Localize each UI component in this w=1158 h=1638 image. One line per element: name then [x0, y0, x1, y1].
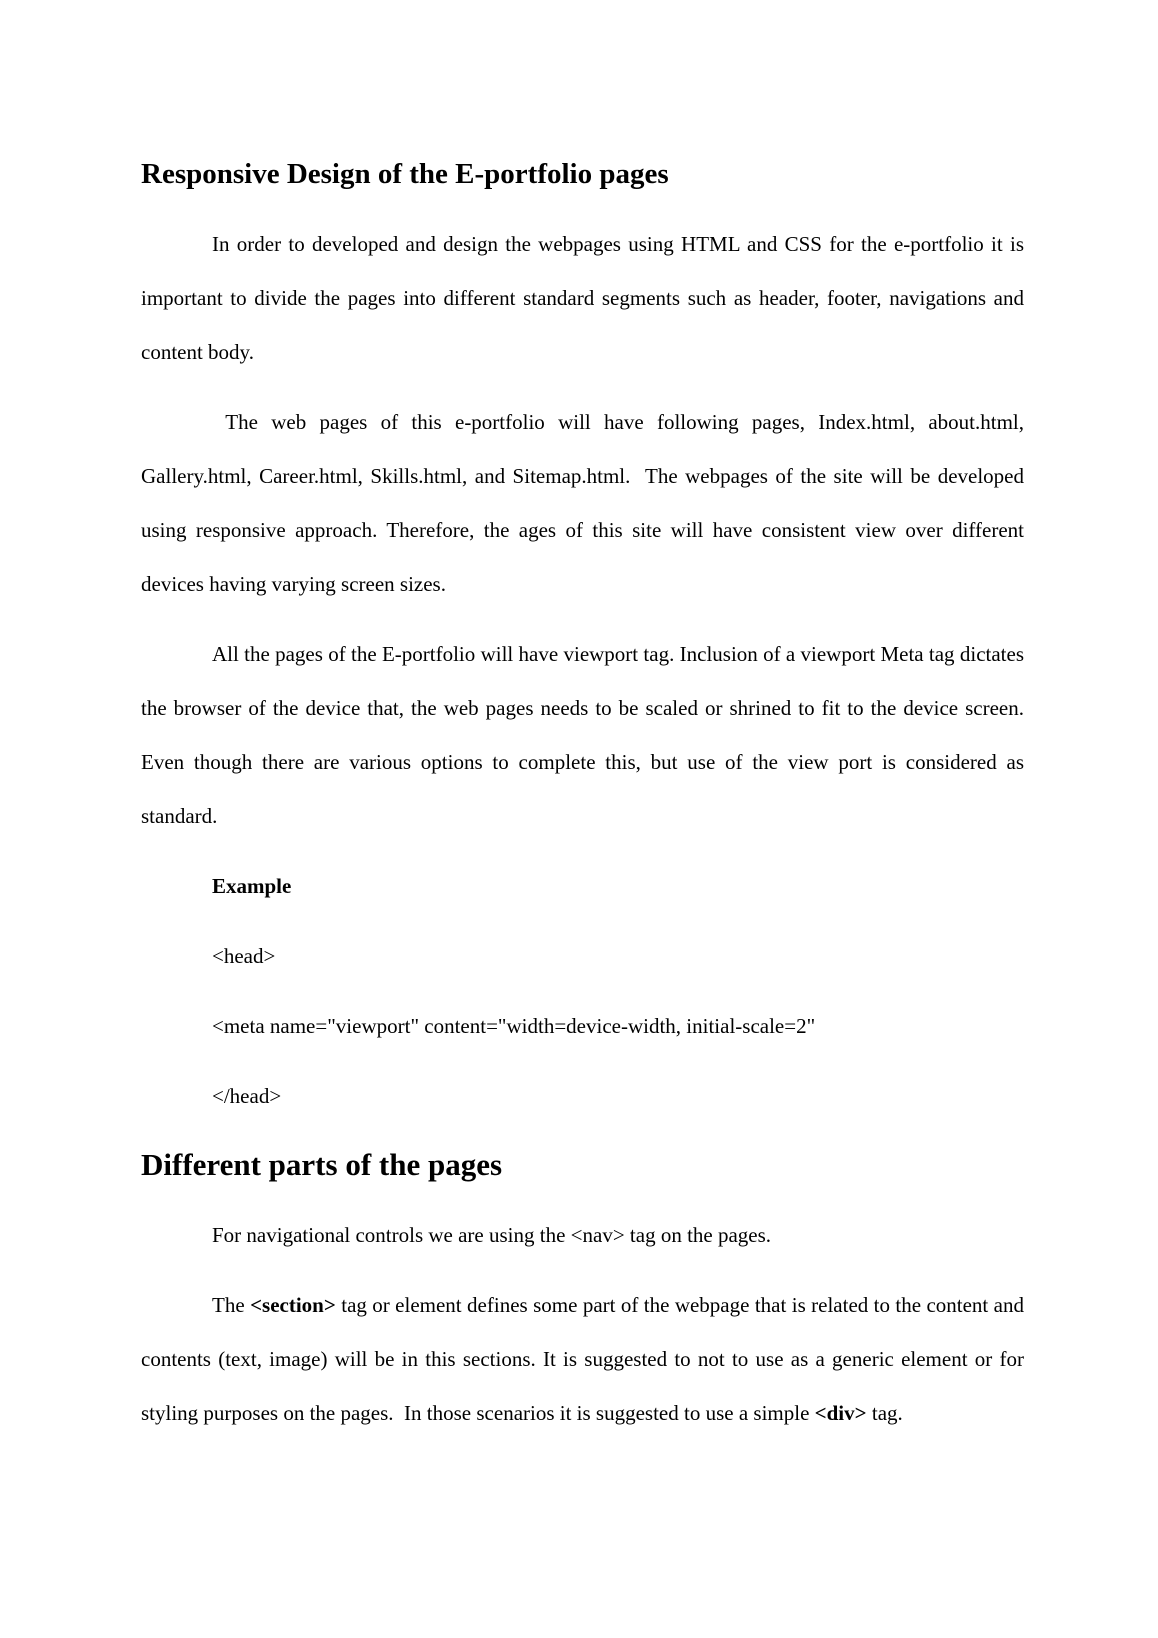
paragraph-viewport: All the pages of the E-portfolio will have viewport tag. Inclusion of a viewport Meta tag dictates the browser of the device that, the web pages needs to be scaled or shrined to fit to the device screen. Even though there are various options to complete this, but use of the view port is considered as standard.	[141, 642, 1024, 828]
code-line-meta-viewport: <meta name="viewport" content="width=device-width, initial-scale=2"	[212, 1014, 816, 1038]
section-heading-responsive-design: Responsive Design of the E-portfolio pages	[141, 158, 669, 190]
section-text-part2: tag or element defines some part of the webpage that is related to the content and contents (text, image) will be in this sections. It is suggested to not to use as a generic element or for styling purposes on the pages. In those scenarios it is suggested to use a simple	[141, 1293, 1030, 1425]
code-line-head-open: <head>	[212, 944, 276, 968]
document-page	[141, 158, 1030, 1456]
paragraph-pages-list: The web pages of this e-portfolio will have following pages, Index.html, about.html, Gallery.html, Career.html, Skills.html, and Sitemap.html. The webpages of the site will be developed using responsive approach. Therefore, the ages of this site will have consistent view over different devices having varying screen sizes.	[141, 410, 1030, 596]
paragraph-intro: In order to developed and design the webpages using HTML and CSS for the e-portfolio it is important to divide the pages into different standard segments such as header, footer, navigations and content body.	[141, 232, 1024, 364]
paragraph-nav-tag: For navigational controls we are using the <nav> tag on the pages.	[212, 1223, 772, 1247]
section-text-part1: The	[212, 1293, 251, 1317]
paragraph-section-tag	[141, 1278, 1030, 1440]
code-line-head-close: </head>	[212, 1084, 282, 1108]
div-tag-bold: <div>	[814, 1401, 867, 1425]
example-label	[212, 859, 1024, 913]
section-heading-different-parts: Different parts of the pages	[141, 1147, 503, 1182]
example-label-text: Example	[212, 874, 292, 898]
section-tag-bold: <section>	[250, 1293, 336, 1317]
section-text-part3: tag.	[866, 1401, 903, 1425]
